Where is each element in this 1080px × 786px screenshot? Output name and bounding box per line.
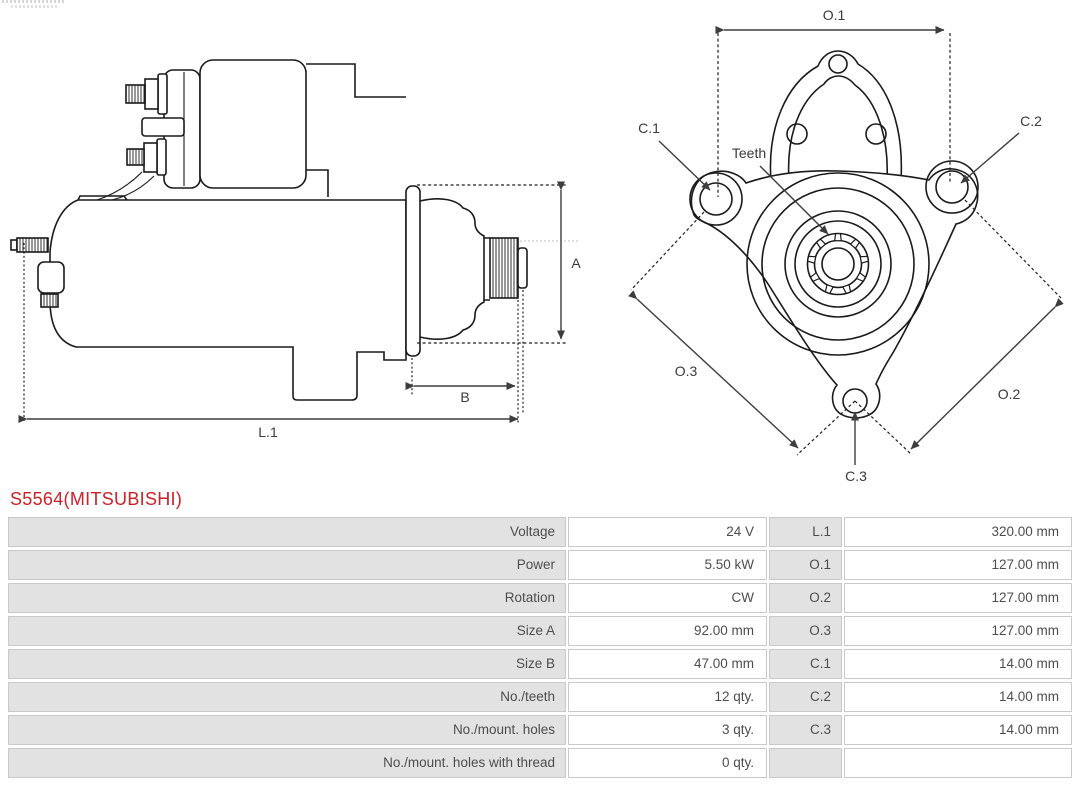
solenoid (200, 60, 306, 188)
drive-end-bell (420, 199, 490, 339)
spec-value2: 127.00 mm (844, 583, 1072, 613)
label-c2: C.2 (1020, 113, 1042, 129)
spec-value: 47.00 mm (568, 649, 767, 679)
spec-value: CW (568, 583, 767, 613)
spec-label: Size A (8, 616, 566, 646)
dim-o2-ext-c3 (855, 401, 912, 455)
spec-value2 (844, 748, 1072, 778)
spec-label: Rotation (8, 583, 566, 613)
spec-value: 12 qty. (568, 682, 767, 712)
starter-front-view-drawing (631, 7, 1061, 484)
label-c1: C.1 (638, 120, 660, 136)
dim-o3-line (637, 299, 798, 448)
dim-o3-ext-c3 (797, 401, 855, 455)
leader-c2 (961, 133, 1019, 183)
rear-upper-stud (17, 238, 48, 252)
spec-label2: C.1 (769, 649, 842, 679)
label-c3: C.3 (845, 468, 867, 484)
dim-o2-ext-c2 (965, 200, 1061, 298)
spec-label2: L.1 (769, 517, 842, 547)
lower-terminal-nut (144, 143, 157, 172)
solenoid-tab (142, 118, 184, 136)
top-housing-left-hole (787, 124, 807, 144)
top-housing-outer-arc (770, 51, 901, 181)
spec-value2: 320.00 mm (844, 517, 1072, 547)
spec-value2: 14.00 mm (844, 649, 1072, 679)
spec-label: No./teeth (8, 682, 566, 712)
spec-label2: C.3 (769, 715, 842, 745)
spec-label2: O.1 (769, 550, 842, 580)
top-housing-inner-arc (789, 76, 888, 180)
spec-label: No./mount. holes (8, 715, 566, 745)
label-teeth: Teeth (731, 145, 767, 161)
pinion-splines (490, 238, 518, 298)
spec-value2: 127.00 mm (844, 616, 1072, 646)
spec-label: Size B (8, 649, 566, 679)
rear-lower-stud (41, 294, 58, 307)
spec-value: 24 V (568, 517, 767, 547)
specs-table (8, 517, 1072, 778)
spec-label2 (769, 748, 842, 778)
spec-label2: O.2 (769, 583, 842, 613)
spec-value: 5.50 kW (568, 550, 767, 580)
motor-body (50, 200, 406, 400)
housing-step (306, 64, 406, 97)
upper-terminal-nut (145, 79, 158, 109)
rear-bracket (38, 262, 64, 293)
dim-label-l1: L.1 (258, 424, 278, 440)
rear-stud-tip (11, 240, 17, 250)
pinion-end-cap (518, 248, 527, 288)
dim-label-a: A (571, 255, 581, 271)
dim-label-o3: O.3 (674, 363, 698, 379)
lower-terminal-stud (127, 149, 144, 165)
spec-value: 3 qty. (568, 715, 767, 745)
spec-value2: 127.00 mm (844, 550, 1072, 580)
lower-terminal-washer (157, 139, 166, 175)
upper-terminal-washer (158, 74, 167, 114)
solenoid-bracket (306, 170, 328, 197)
upper-terminal-stud (126, 85, 145, 103)
dim-label-o2: O.2 (997, 386, 1021, 402)
spec-label: Voltage (8, 517, 566, 547)
dim-o3-ext-c1 (631, 212, 704, 290)
part-number-title: S5564(MITSUBISHI) (10, 489, 183, 509)
dim-label-b: B (460, 389, 470, 405)
dim-label-o1: O.1 (822, 7, 846, 23)
spec-label: Power (8, 550, 566, 580)
spec-value: 0 qty. (568, 748, 767, 778)
drive-end-flange (406, 186, 420, 356)
spec-label: No./mount. holes with thread (8, 748, 566, 778)
dim-o2-line (911, 307, 1055, 449)
leader-c1 (659, 141, 710, 190)
spec-label2: O.3 (769, 616, 842, 646)
top-housing-hole (829, 55, 847, 73)
spec-value: 92.00 mm (568, 616, 767, 646)
spec-value2: 14.00 mm (844, 715, 1072, 745)
starter-side-view-drawing (11, 60, 581, 440)
spec-label2: C.2 (769, 682, 842, 712)
spec-value2: 14.00 mm (844, 682, 1072, 712)
